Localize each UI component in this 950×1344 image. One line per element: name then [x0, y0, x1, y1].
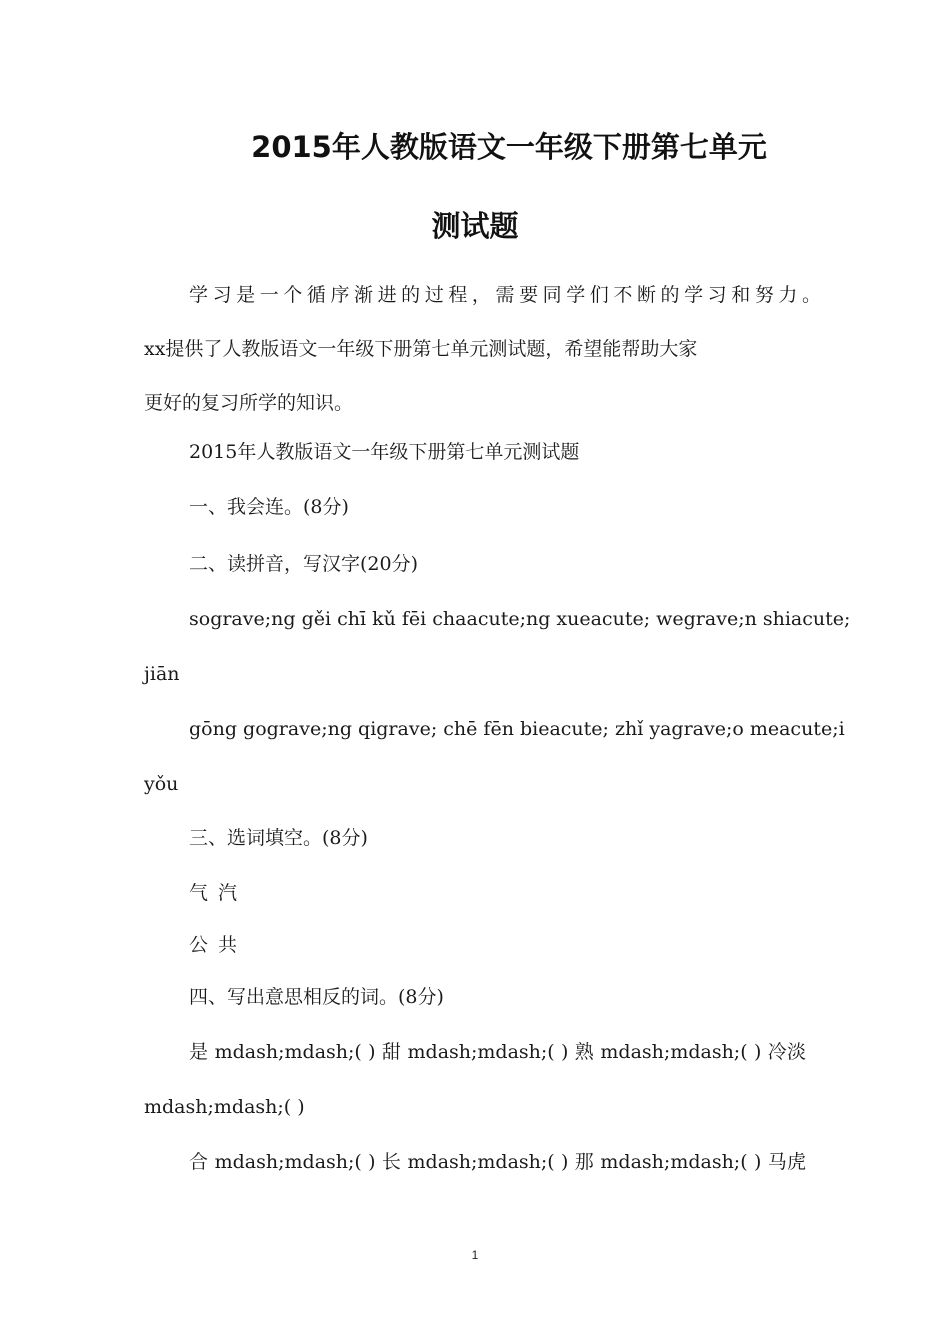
pinyin-row-1-continued: jiān [144, 663, 180, 685]
pinyin-row-2-continued: yǒu [144, 773, 179, 795]
intro-line-1: 学习是一个循序渐进的过程，需要同学们不断的学习和努力。 [189, 284, 821, 306]
antonym-row-2: 合 mdash;mdash;( ) 长 mdash;mdash;( ) 那 mdash;mdash;( ) 马虎 [189, 1151, 806, 1173]
document-title-line1: 2015年人教版语文一年级下册第七单元 [251, 130, 767, 164]
page-number: 1 [471, 1248, 479, 1262]
pinyin-row-2: gōng gograve;ng qigrave; chē fēn bieacute; zhǐ yagrave;o meacute;i [189, 718, 845, 740]
antonym-row-1: 是 mdash;mdash;( ) 甜 mdash;mdash;( ) 熟 mdash;mdash;( ) 冷淡 [189, 1041, 806, 1063]
document-title-line2: 测试题 [431, 209, 519, 243]
antonym-row-1-continued: mdash;mdash;( ) [144, 1096, 305, 1118]
choice-pair-1: 气 汽 [189, 882, 240, 904]
section-3-heading: 三、选词填空。(8分) [189, 827, 368, 849]
section-1-heading: 一、我会连。(8分) [189, 496, 349, 518]
intro-line-2: xx提供了人教版语文一年级下册第七单元测试题，希望能帮助大家 [144, 338, 698, 360]
section-2-heading: 二、读拼音，写汉字(20分) [189, 553, 419, 575]
section-4-heading: 四、写出意思相反的词。(8分) [189, 986, 444, 1008]
choice-pair-2: 公 共 [189, 934, 240, 956]
subtitle: 2015年人教版语文一年级下册第七单元测试题 [189, 441, 580, 463]
pinyin-row-1: sograve;ng gěi chī kǔ fēi chaacute;ng xueacute; wegrave;n shiacute; [189, 608, 851, 630]
intro-line-3: 更好的复习所学的知识。 [144, 392, 354, 414]
